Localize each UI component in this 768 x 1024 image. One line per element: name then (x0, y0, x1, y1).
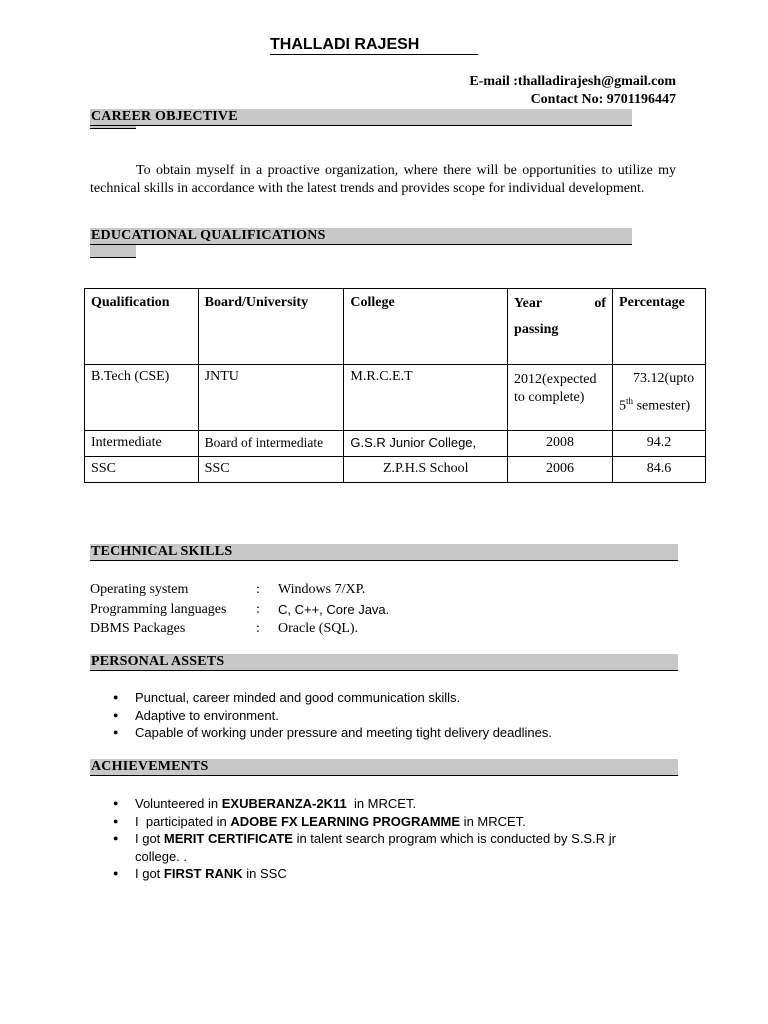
personal-assets-heading-text: PERSONAL ASSETS (91, 654, 225, 669)
email-line: E-mail :thalladirajesh@gmail.com (469, 74, 676, 89)
cell-year: 2008 (508, 431, 613, 457)
achievements-list (90, 795, 655, 883)
col-qualification: Qualification (85, 289, 199, 365)
table-row (85, 431, 706, 457)
sup-prefix: 5 (619, 398, 627, 414)
skill-separator: : (256, 582, 260, 597)
table-header-row (85, 289, 706, 365)
career-objective-heading-text: CAREER OBJECTIVE (91, 109, 238, 124)
col-year (508, 289, 613, 365)
col-board: Board/University (198, 289, 344, 365)
list-item: ● Punctual, career minded and good communication skills. (135, 689, 695, 707)
achievement-post: in MRCET. (460, 813, 526, 829)
education-heading (90, 228, 632, 245)
superscript: th (626, 396, 634, 406)
list-item (90, 619, 389, 639)
list-item (135, 813, 655, 831)
table-row (85, 365, 706, 431)
cell-percentage (613, 365, 706, 431)
heading-underline-tail (90, 245, 136, 258)
table-row (85, 457, 706, 483)
skill-label: DBMS Packages (90, 621, 186, 636)
personal-assets-list (90, 689, 695, 742)
cell-board: Board of intermediate (198, 431, 344, 457)
list-item: ● Adaptive to environment. (135, 707, 695, 725)
achievement-pre: I got (135, 831, 164, 846)
achievements-heading-text: ACHIEVEMENTS (91, 759, 209, 774)
cell-year: 2012(expected to complete) (508, 365, 613, 431)
career-objective-heading (90, 109, 632, 126)
cell-percentage-rest (619, 391, 699, 417)
technical-skills-heading-text: TECHNICAL SKILLS (91, 544, 233, 559)
skill-separator: : (256, 621, 260, 636)
list-item (90, 580, 389, 600)
technical-skills-list (90, 580, 389, 639)
contact-line: Contact No: 9701196447 (530, 92, 676, 107)
cell-college: M.R.C.E.T (344, 365, 508, 431)
achievement-pre: I participated in (135, 813, 231, 829)
candidate-name: THALLADI RAJESH (270, 36, 478, 55)
achievements-heading (90, 759, 678, 776)
achievement-pre: Volunteered in (135, 796, 222, 811)
career-objective-text: To obtain myself in a proactive organization, where there will be opportunities to utilize my technical skills in accordance with the latest trends and provides scope for individual development. (90, 163, 676, 196)
achievement-highlight: FIRST RANK (163, 866, 243, 881)
achievement-post: in SSC (242, 866, 287, 881)
list-item (135, 795, 655, 813)
achievement-post: in talent search program which is conducted by S.S.R jr college. . (135, 831, 616, 864)
education-table (84, 288, 706, 483)
heading-underline-tail (90, 126, 136, 129)
list-item (135, 865, 655, 883)
skill-value: Oracle (SQL). (278, 621, 359, 636)
col-percentage: Percentage (613, 289, 706, 365)
cell-qualification: Intermediate (85, 431, 199, 457)
cell-board: SSC (198, 457, 344, 483)
education-heading-text: EDUCATIONAL QUALIFICATIONS (91, 228, 326, 243)
achievement-highlight: EXUBERANZA-2K11 (221, 796, 347, 811)
list-item (90, 600, 389, 620)
col-year-text: Year of passing (514, 296, 607, 337)
list-item: ● Capable of working under pressure and meeting tight delivery deadlines. (135, 724, 695, 742)
col-college: College (344, 289, 508, 365)
list-item (135, 830, 655, 865)
cell-percentage: 84.6 (613, 457, 706, 483)
cell-college: Z.P.H.S School (344, 457, 508, 483)
cell-year: 2006 (508, 457, 613, 483)
cell-percentage-main: 73.12(upto (633, 371, 695, 386)
cell-qualification: SSC (85, 457, 199, 483)
achievement-pre: I got (135, 866, 164, 881)
skill-label: Programming languages (90, 601, 227, 617)
achievement-post: in MRCET. (346, 796, 417, 811)
achievement-highlight: MERIT CERTIFICATE (163, 831, 293, 846)
achievement-highlight: ADOBE FX LEARNING PROGRAMME (230, 813, 461, 829)
personal-assets-heading (90, 654, 678, 671)
skill-separator: : (256, 601, 260, 617)
technical-skills-heading (90, 544, 678, 561)
skill-value: C, C++, Core Java. (278, 601, 390, 617)
cell-qualification: B.Tech (CSE) (85, 365, 199, 431)
skill-value: Windows 7/XP. (278, 582, 366, 597)
sup-suffix: semester) (633, 398, 691, 414)
cell-board: JNTU (198, 365, 344, 431)
cell-percentage: 94.2 (613, 431, 706, 457)
cell-college: G.S.R Junior College, (344, 431, 508, 457)
skill-label: Operating system (90, 582, 189, 597)
